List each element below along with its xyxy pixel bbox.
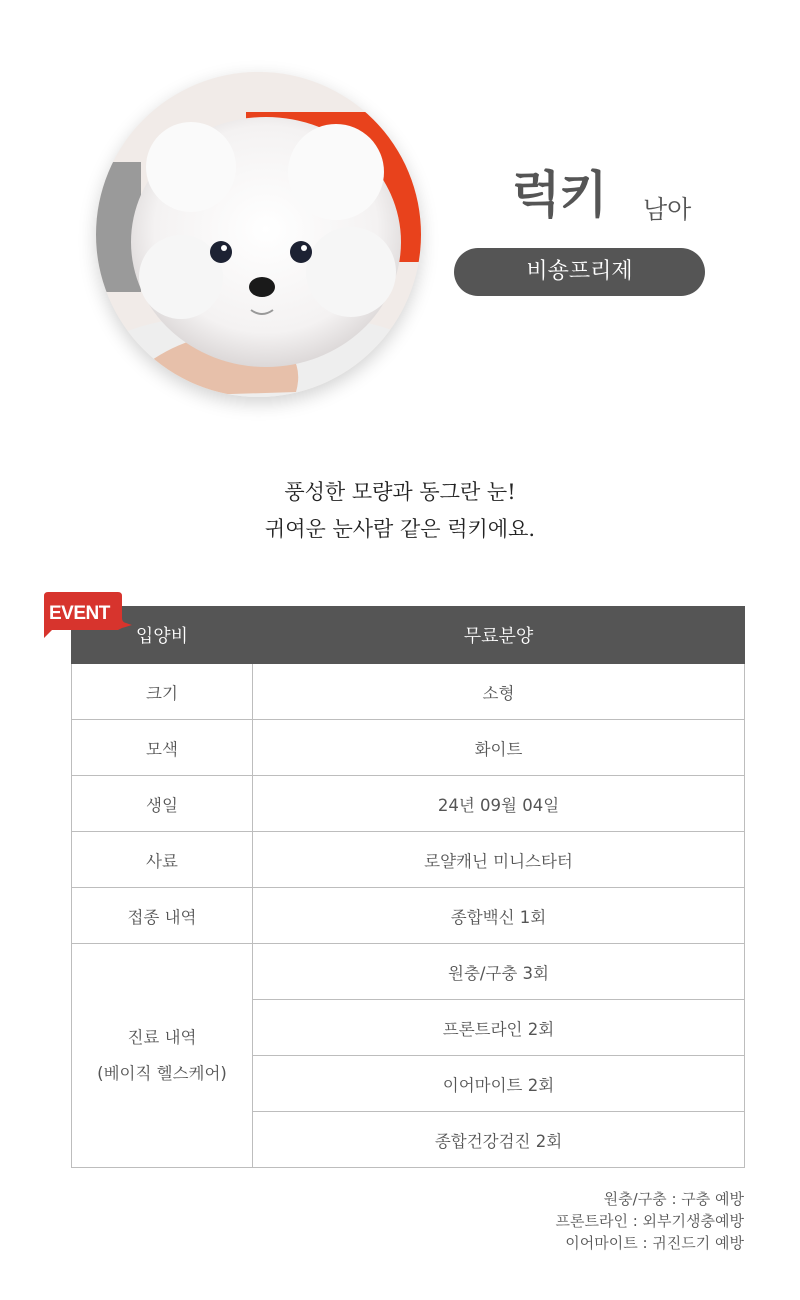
pet-gender: 남아 (643, 195, 692, 224)
footnote: 프론트라인 : 외부기생충예방 (555, 1212, 744, 1230)
table-row (72, 888, 745, 944)
adoption-fee-value: 무료분양 (253, 607, 745, 664)
row-label-medical (72, 944, 253, 1168)
row-value-vaccination: 종합백신 1회 (253, 888, 745, 944)
table-row (72, 776, 745, 832)
table-row (72, 664, 745, 720)
footnote: 원충/구충 : 구충 예방 (603, 1190, 744, 1208)
row-value-size: 소형 (253, 664, 745, 720)
row-value-food: 로얄캐닌 미니스타터 (253, 832, 745, 888)
medical-item: 원충/구충 3회 (253, 944, 745, 1000)
table-row (72, 720, 745, 776)
medical-item: 프론트라인 2회 (253, 1000, 745, 1056)
medical-label-line-1: 진료 내역 (127, 1027, 197, 1047)
row-label-birthday: 생일 (72, 776, 253, 832)
pet-name: 럭키 (512, 166, 607, 224)
table-header-row (72, 607, 745, 664)
adoption-fee-label: 입양비 (72, 607, 253, 664)
row-value-color: 화이트 (253, 720, 745, 776)
puppy-illustration (96, 72, 421, 397)
row-label-size: 크기 (72, 664, 253, 720)
event-badge-label: EVENT (49, 603, 110, 624)
pet-info-table (71, 606, 745, 1168)
breed-badge: 비숑프리제 (454, 248, 705, 296)
row-label-vaccination: 접종 내역 (72, 888, 253, 944)
medical-item: 이어마이트 2회 (253, 1056, 745, 1112)
row-label-food: 사료 (72, 832, 253, 888)
row-value-birthday: 24년 09월 04일 (253, 776, 745, 832)
medical-item: 종합건강검진 2회 (253, 1112, 745, 1168)
footnotes (556, 1188, 744, 1254)
row-label-color: 모색 (72, 720, 253, 776)
footnote: 이어마이트 : 귀진드기 예방 (565, 1234, 744, 1252)
description-line-1: 풍성한 모량과 동그란 눈! (284, 480, 516, 504)
puppy-photo (96, 72, 421, 397)
table-row (72, 832, 745, 888)
table-row (72, 944, 745, 1000)
medical-label-line-2: (베이직 헬스케어) (97, 1063, 227, 1083)
description-line-2: 귀여운 눈사람 같은 럭키에요. (264, 517, 536, 541)
